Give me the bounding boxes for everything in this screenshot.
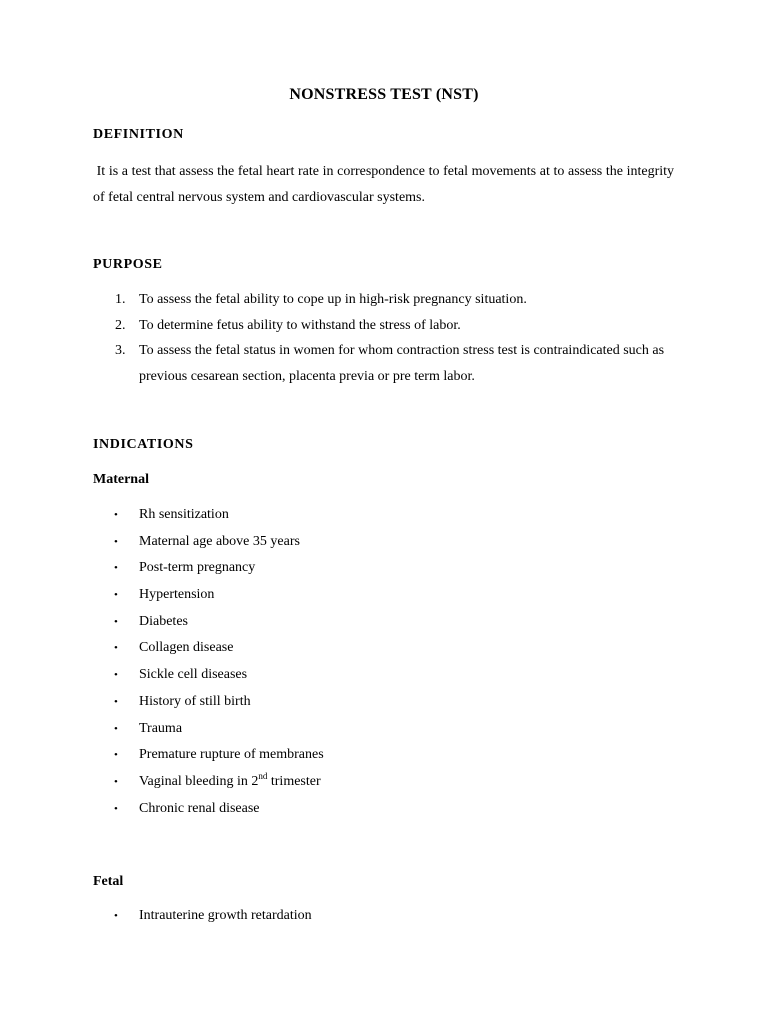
- bullet-icon: •: [114, 589, 118, 602]
- list-item: [93, 555, 653, 582]
- bullet-icon: •: [114, 642, 118, 655]
- list-item-text: Post-term pregnancy: [139, 560, 256, 576]
- list-item: [93, 903, 653, 930]
- list-item: [93, 287, 693, 313]
- bullet-icon: •: [114, 669, 118, 682]
- list-item-text: History of still birth: [139, 693, 251, 709]
- bullet-icon: •: [114, 615, 118, 628]
- fetal-list: [93, 903, 653, 930]
- indications-heading: INDICATIONS: [93, 437, 194, 452]
- list-item-text: Premature rupture of membranes: [139, 747, 324, 763]
- fetal-subheading: Fetal: [93, 874, 124, 889]
- list-item-text: Rh sensitization: [139, 507, 229, 522]
- list-number: 3.: [115, 343, 126, 358]
- purpose-list: [93, 287, 693, 389]
- list-item: [93, 689, 653, 716]
- list-number: 2.: [115, 317, 126, 333]
- bullet-icon: •: [114, 802, 118, 815]
- list-number: 1.: [115, 292, 126, 307]
- list-item-text: Chronic renal disease: [139, 800, 260, 816]
- list-item-text: Sickle cell diseases: [139, 667, 248, 683]
- definition-text: It is a test that assess the fetal heart rate in correspondence to fetal movements at to assess the integrity of fetal central nervous system and cardiovascular systems.: [93, 164, 675, 205]
- bullet-icon: •: [114, 695, 118, 708]
- list-item-text: Vaginal bleeding in 2: [139, 773, 259, 789]
- bullet-icon: •: [114, 509, 118, 521]
- bullet-icon: •: [114, 749, 118, 762]
- bullet-icon: •: [114, 722, 118, 735]
- list-item-text-continued: trimester: [267, 773, 321, 789]
- bullet-icon: •: [114, 775, 118, 788]
- list-item-text: To determine fetus ability to withstand the stress of labor.: [139, 317, 461, 333]
- document-title: NONSTRESS TEST (NST): [289, 86, 479, 103]
- list-item-text: To assess the fetal status in women for whom contraction stress test is contraindicated such as previous cesarean section, placenta previa or pre term labor.: [139, 343, 665, 384]
- list-item: [93, 502, 653, 529]
- list-item-text: Maternal age above 35 years: [139, 533, 300, 549]
- purpose-heading: PURPOSE: [93, 257, 163, 272]
- list-item-text: To assess the fetal ability to cope up in high-risk pregnancy situation.: [139, 292, 527, 307]
- bullet-icon: •: [114, 910, 118, 922]
- list-item-text: Hypertension: [139, 587, 215, 603]
- bullet-icon: •: [114, 562, 118, 575]
- list-item: [93, 662, 653, 689]
- list-item: [93, 716, 653, 743]
- list-item: [93, 609, 653, 636]
- list-item-text: Trauma: [139, 720, 183, 736]
- list-item: [93, 582, 653, 609]
- list-item: [93, 635, 653, 662]
- list-item-text: Intrauterine growth retardation: [139, 908, 312, 923]
- maternal-subheading: Maternal: [93, 472, 149, 487]
- definition-heading: DEFINITION: [93, 127, 184, 142]
- superscript-ordinal: nd: [258, 770, 268, 781]
- list-item: [93, 529, 653, 556]
- maternal-list: [93, 502, 653, 822]
- list-item: [93, 313, 693, 339]
- list-item-text: Diabetes: [139, 613, 188, 629]
- bullet-icon: •: [114, 535, 118, 548]
- list-item: [93, 796, 653, 823]
- list-item: [93, 742, 653, 769]
- list-item: [93, 338, 693, 389]
- list-item-text: Collagen disease: [139, 640, 234, 656]
- list-item: [93, 769, 653, 796]
